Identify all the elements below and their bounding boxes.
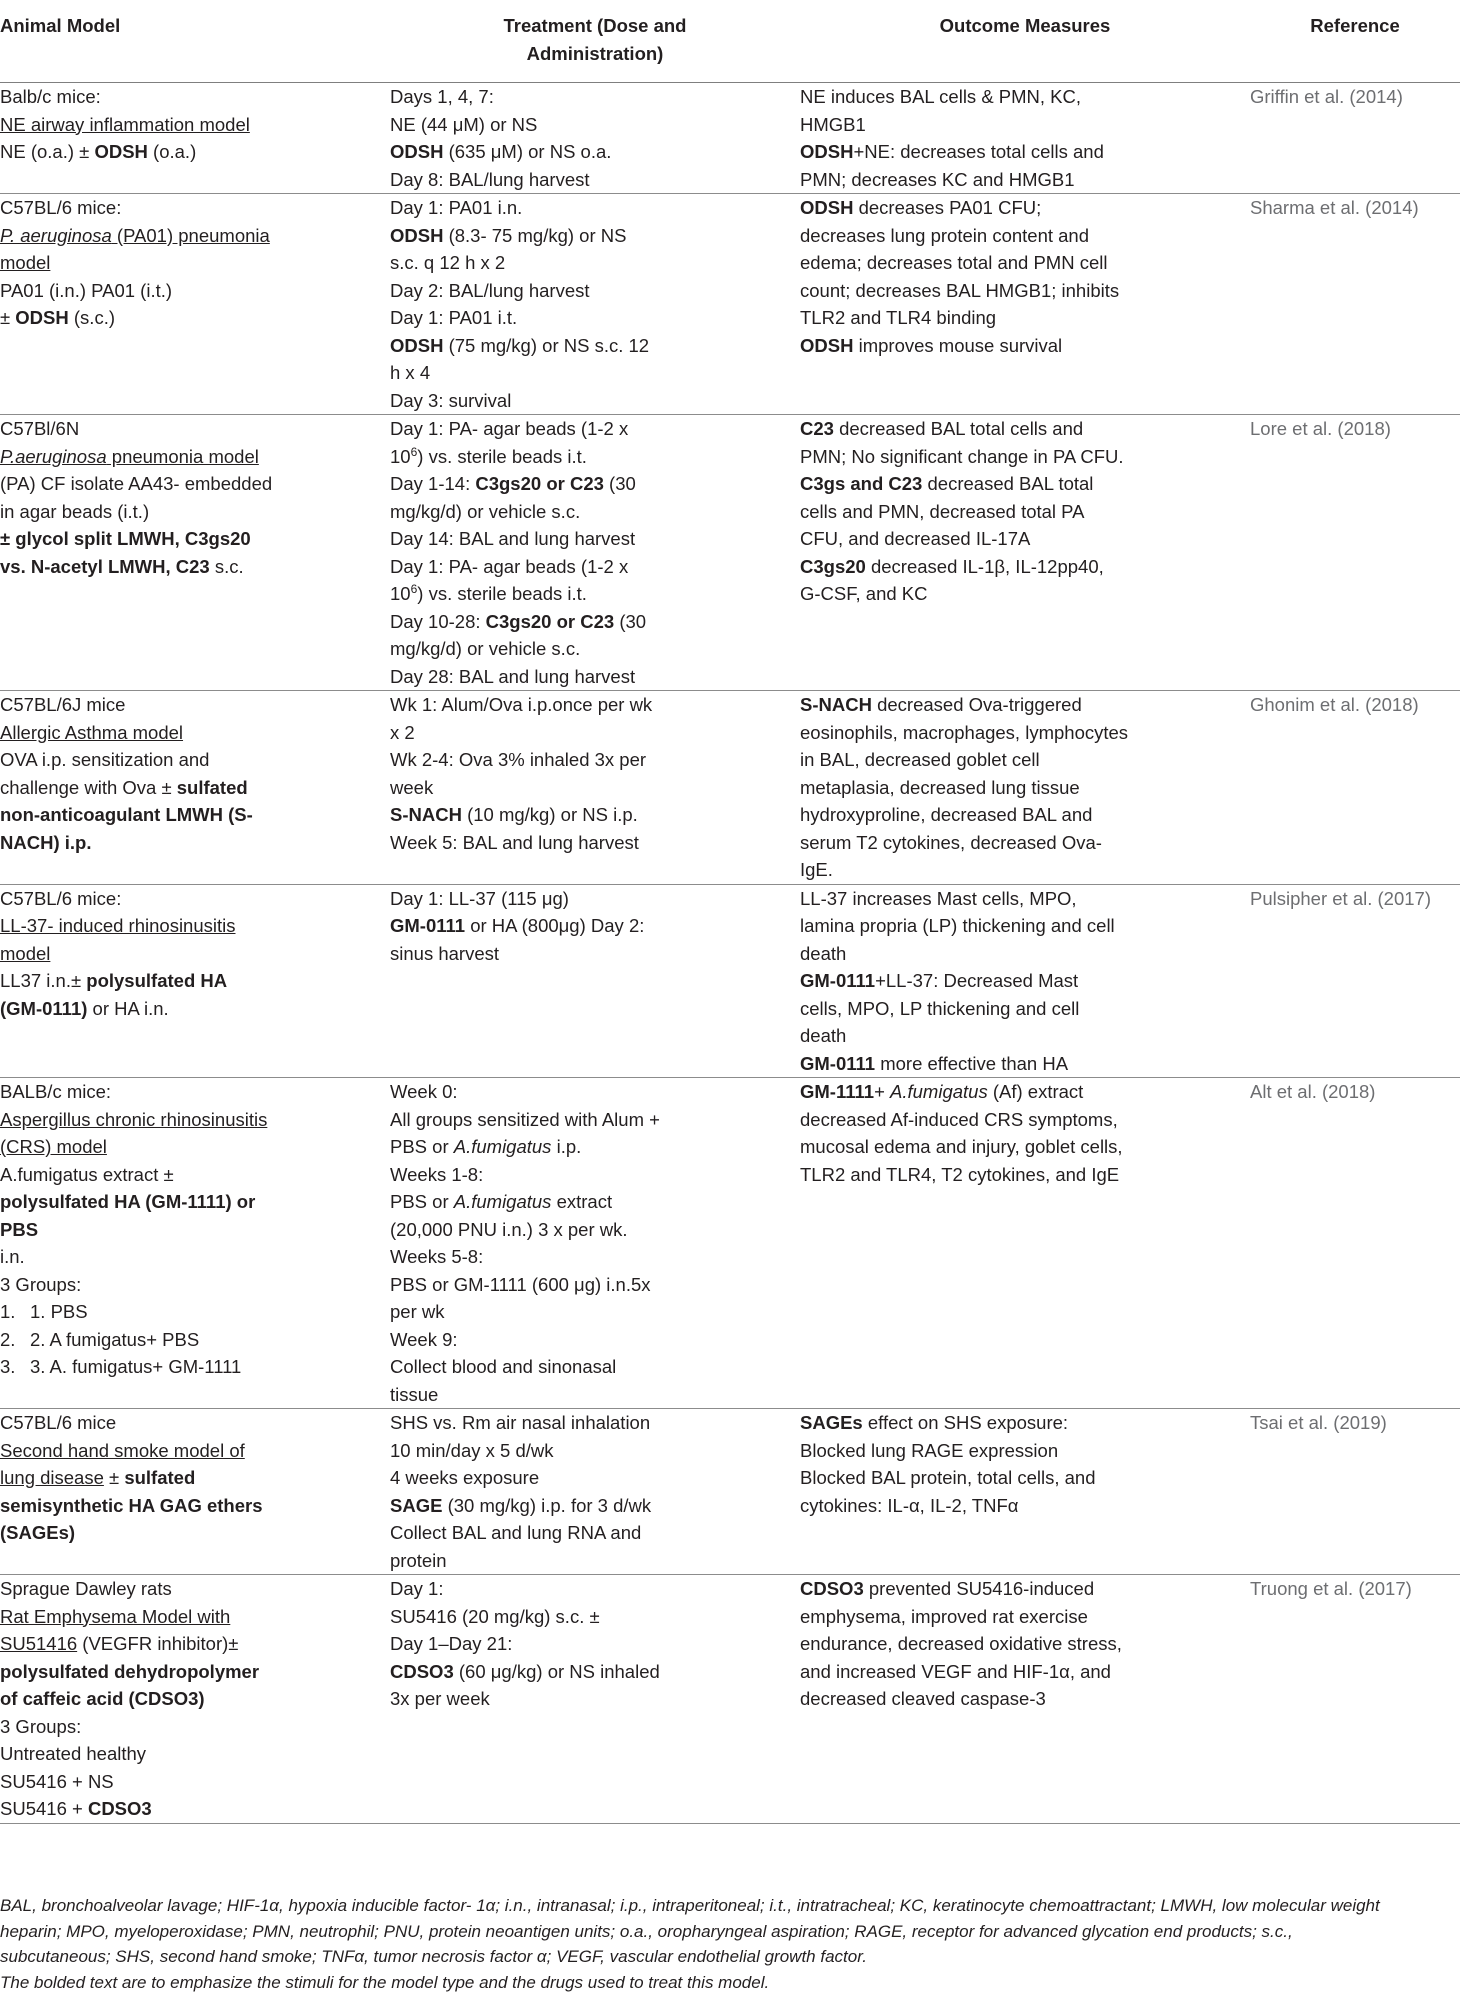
table-row bbox=[0, 83, 1460, 194]
table-row bbox=[0, 691, 1460, 885]
cell-treatment: SHS vs. Rm air nasal inhalation 10 min/day x 5 d/wk 4 weeks exposure SAGE (30 mg/kg) i.p. for 3 d/wk Collect BAL and lung RNA and protein bbox=[390, 1409, 800, 1575]
header-treatment: Treatment (Dose and Administration) bbox=[390, 0, 800, 83]
cell-outcome: CDSO3 prevented SU5416-induced emphysema, improved rat exercise endurance, decreased oxidative stress, and increased VEGF and HIF-1α, and decreased cleaved caspase-3 bbox=[800, 1575, 1250, 1824]
footnote-line: subcutaneous; SHS, second hand smoke; TNFα, tumor necrosis factor α; VEGF, vascular endothelial growth factor. bbox=[0, 1947, 867, 1966]
header-outcome-measures: Outcome Measures bbox=[800, 0, 1250, 83]
table-row bbox=[0, 194, 1460, 415]
cell-outcome: GM-1111+ A.fumigatus (Af) extract decreased Af-induced CRS symptoms, mucosal edema and injury, goblet cells, TLR2 and TLR4, T2 cytokines, and IgE bbox=[800, 1078, 1250, 1409]
table-row bbox=[0, 415, 1460, 691]
cell-reference: Tsai et al. (2019) bbox=[1250, 1409, 1460, 1575]
cell-animal-model: C57BL/6 mice Second hand smoke model of lung disease ± sulfated semisynthetic HA GAG ethers (SAGEs) bbox=[0, 1409, 390, 1575]
footnote-line: heparin; MPO, myeloperoxidase; PMN, neutrophil; PNU, protein neoantigen units; o.a., oropharyngeal aspiration; RAGE, receptor for advanced glycation end products; s.c., bbox=[0, 1921, 1293, 1941]
cell-reference: Griffin et al. (2014) bbox=[1250, 83, 1460, 194]
cell-animal-model: C57BL/6J mice Allergic Asthma model OVA i.p. sensitization and challenge with Ova ± sulfated non-anticoagulant LMWH (S- NACH) i.p. bbox=[0, 691, 390, 885]
cell-animal-model: Sprague Dawley rats Rat Emphysema Model with SU51416 (VEGFR inhibitor)± polysulfated dehydropolymer of caffeic acid (CDSO3) 3 Groups: Untreated healthy SU5416 + NS SU5416 + CDSO3 bbox=[0, 1575, 390, 1824]
header-reference: Reference bbox=[1250, 0, 1460, 83]
cell-outcome: LL-37 increases Mast cells, MPO, lamina propria (LP) thickening and cell death GM-0111+LL-37: Decreased Mast cells, MPO, LP thickening and cell death GM-0111 more effective than HA bbox=[800, 884, 1250, 1078]
cell-animal-model: BALB/c mice: Aspergillus chronic rhinosinusitis (CRS) model A.fumigatus extract ± polysulfated HA (GM-1111) or PBS i.n. 3 Groups: 1. 1. PBS 2. 2. A fumigatus+ PBS 3. 3. A. fumigatus+ GM-1111 bbox=[0, 1078, 390, 1409]
cell-treatment: Days 1, 4, 7: NE (44 μM) or NS ODSH (635 μM) or NS o.a. Day 8: BAL/lung harvest bbox=[390, 83, 800, 194]
cell-reference: Alt et al. (2018) bbox=[1250, 1078, 1460, 1409]
cell-reference: Truong et al. (2017) bbox=[1250, 1575, 1460, 1824]
table-row bbox=[0, 884, 1460, 1078]
cell-reference: Lore et al. (2018) bbox=[1250, 415, 1460, 691]
footnote-line: The bolded text are to emphasize the stimuli for the model type and the drugs used to treat this model. bbox=[0, 1972, 770, 1992]
cell-treatment: Day 1: PA- agar beads (1-2 x $10^6$) vs. sterile beads i.t. Day 1-14: C3gs20 or C23 (30 mg/kg/d) or vehicle s.c. Day 14: BAL and lung harvest Day 1: PA- agar beads (1-2 x $10^6$) vs. sterile beads i.t. Day 10-28: C3gs20 or C23 (30 mg/kg/d) or vehicle s.c. Day 28: BAL and lung harvest bbox=[390, 415, 800, 691]
cell-animal-model: C57BL/6 mice: LL-37- induced rhinosinusitis model LL37 i.n.± polysulfated HA (GM-0111) or HA i.n. bbox=[0, 884, 390, 1078]
cell-animal-model: C57BL/6 mice: P. aeruginosa (PA01) pneumonia model PA01 (i.n.) PA01 (i.t.) ± ODSH (s.c.) bbox=[0, 194, 390, 415]
cell-animal-model: Balb/c mice: NE airway inflammation model NE (o.a.) ± ODSH (o.a.) bbox=[0, 83, 390, 194]
cell-reference: Ghonim et al. (2018) bbox=[1250, 691, 1460, 885]
cell-outcome: C23 decreased BAL total cells and PMN; No significant change in PA CFU. C3gs and C23 decreased BAL total cells and PMN, decreased total PA CFU, and decreased IL-17A C3gs20 decreased IL-1β, IL-12pp40, G-CSF, and KC bbox=[800, 415, 1250, 691]
cell-reference: Pulsipher et al. (2017) bbox=[1250, 884, 1460, 1078]
cell-outcome: SAGEs effect on SHS exposure: Blocked lung RAGE expression Blocked BAL protein, total cells, and cytokines: IL-α, IL-2, TNFα bbox=[800, 1409, 1250, 1575]
table-footnote bbox=[0, 1893, 1460, 1995]
cell-treatment: Day 1: PA01 i.n. ODSH (8.3- 75 mg/kg) or NS s.c. q 12 h x 2 Day 2: BAL/lung harvest Day 1: PA01 i.t. ODSH (75 mg/kg) or NS s.c. 12 h x 4 Day 3: survival bbox=[390, 194, 800, 415]
cell-treatment: Week 0: All groups sensitized with Alum + PBS or A.fumigatus i.p. Weeks 1-8: PBS or A.fumigatus extract (20,000 PNU i.n.) 3 x per wk. Weeks 5-8: PBS or GM-1111 (600 μg) i.n.5x per wk Week 9: Collect blood and sinonasal tissue bbox=[390, 1078, 800, 1409]
cell-treatment: Day 1: LL-37 (115 μg) GM-0111 or HA (800μg) Day 2: sinus harvest bbox=[390, 884, 800, 1078]
footnote-line: BAL, bronchoalveolar lavage; HIF-1α, hypoxia inducible factor- 1α; i.n., intranasal; i.p., intraperitoneal; i.t., intratracheal; KC, keratinocyte chemoattractant; LMWH, low molecular weight bbox=[0, 1896, 1380, 1915]
cell-outcome: ODSH decreases PA01 CFU; decreases lung protein content and edema; decreases total and PMN cell count; decreases BAL HMGB1; inhibits TLR2 and TLR4 binding ODSH improves mouse survival bbox=[800, 194, 1250, 415]
table-row bbox=[0, 1409, 1460, 1575]
table-row bbox=[0, 1575, 1460, 1824]
cell-treatment: Day 1: SU5416 (20 mg/kg) s.c. ± Day 1–Day 21: CDSO3 (60 μg/kg) or NS inhaled 3x per week bbox=[390, 1575, 800, 1824]
header-animal-model: Animal Model bbox=[0, 0, 390, 83]
cell-outcome: S-NACH decreased Ova-triggered eosinophils, macrophages, lymphocytes in BAL, decreased goblet cell metaplasia, decreased lung tissue hydroxyproline, decreased BAL and serum T2 cytokines, decreased Ova- IgE. bbox=[800, 691, 1250, 885]
table-header-row bbox=[0, 0, 1460, 83]
cell-outcome: NE induces BAL cells & PMN, KC, HMGB1 ODSH+NE: decreases total cells and PMN; decreases KC and HMGB1 bbox=[800, 83, 1250, 194]
cell-animal-model: C57Bl/6N P.aeruginosa pneumonia model (PA) CF isolate AA43- embedded in agar beads (i.t.) ± glycol split LMWH, C3gs20 vs. N-acetyl LMWH, C23 s.c. bbox=[0, 415, 390, 691]
cell-reference: Sharma et al. (2014) bbox=[1250, 194, 1460, 415]
cell-treatment: Wk 1: Alum/Ova i.p.once per wk x 2 Wk 2-4: Ova 3% inhaled 3x per week S-NACH (10 mg/kg) or NS i.p. Week 5: BAL and lung harvest bbox=[390, 691, 800, 885]
table-row bbox=[0, 1078, 1460, 1409]
